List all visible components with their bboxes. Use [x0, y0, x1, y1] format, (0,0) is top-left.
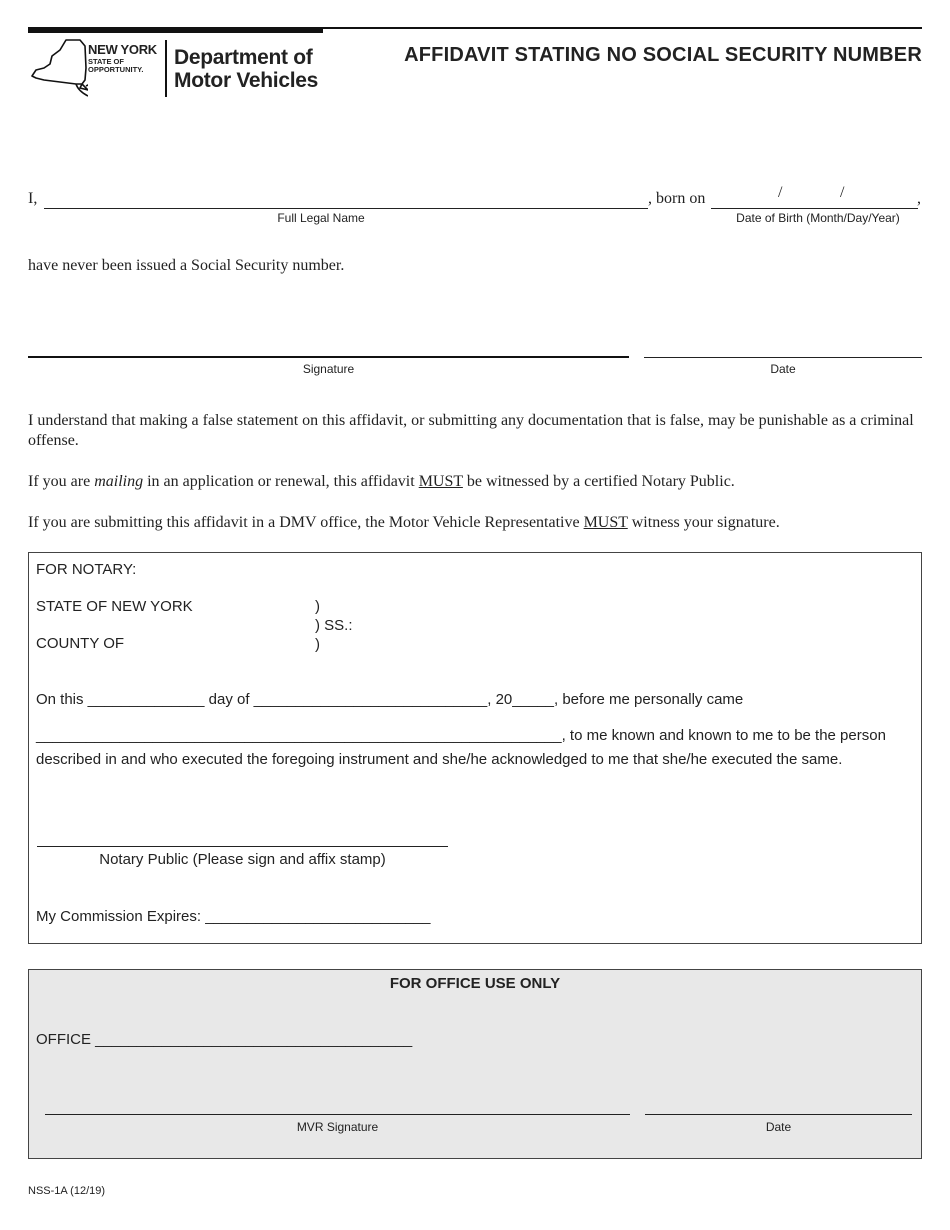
venue-ss: ) SS.:: [315, 617, 353, 634]
dept-name: [174, 46, 318, 92]
office-use-section: [28, 969, 922, 1159]
office-use-heading: FOR OFFICE USE ONLY: [389, 975, 561, 992]
dob-slash-1: /: [778, 184, 783, 201]
header-rule-thick: [28, 27, 323, 33]
office-field[interactable]: OFFICE ______________________________________: [36, 1031, 413, 1048]
notary-signature-field[interactable]: [37, 846, 448, 847]
notary-person-line[interactable]: _______________________________________________________________, to me known and known to me to be the person: [36, 727, 886, 744]
dob-slash-2: /: [840, 184, 845, 201]
new-york-state-outline-icon: [30, 38, 88, 100]
dob-label: Date of Birth (Month/Day/Year): [736, 211, 900, 225]
office-notice: If you are submitting this affidavit in a DMV office, the Motor Vehicle Representative MUST witness your signature.: [28, 514, 780, 531]
full-name-label: Full Legal Name: [277, 211, 365, 225]
date-field[interactable]: [644, 357, 922, 358]
office-date-field[interactable]: [645, 1114, 912, 1115]
dob-comma: ,: [917, 190, 921, 207]
venue-paren-3: ): [315, 636, 320, 653]
page-title: AFFIDAVIT STATING NO SOCIAL SECURITY NUMBER: [404, 44, 922, 66]
notary-heading: FOR NOTARY:: [36, 561, 137, 578]
logo-tagline: STATE OF OPPORTUNITY.: [88, 57, 144, 74]
no-ssn-statement: have never been issued a Social Security number.: [28, 257, 345, 274]
logo-divider: [165, 40, 167, 97]
full-name-field[interactable]: [44, 208, 648, 209]
commission-expires-field[interactable]: My Commission Expires: ___________________________: [36, 908, 431, 925]
logo-state-name: NEW YORK: [88, 42, 157, 57]
venue-paren-1: ): [315, 598, 320, 615]
notary-acknowledgment: described in and who executed the foregoing instrument and she/he acknowledged to me that she/he executed the same.: [36, 751, 843, 768]
mailing-notice: If you are mailing in an application or renewal, this affidavit MUST be witnessed by a certified Notary Public.: [28, 473, 735, 490]
born-on-text: , born on: [648, 190, 706, 207]
form-id: NSS-1A (12/19): [28, 1185, 106, 1197]
affirm-prefix: I,: [28, 190, 38, 207]
office-date-label: Date: [765, 1120, 792, 1134]
date-of-birth-field[interactable]: [711, 208, 918, 209]
dept-name-line1: Department of: [174, 46, 313, 69]
notary-section: [28, 552, 922, 944]
county-of: COUNTY OF: [36, 635, 125, 652]
signature-field[interactable]: [28, 356, 629, 358]
dept-name-line2: Motor Vehicles: [174, 69, 319, 92]
mvr-signature-field[interactable]: [45, 1114, 630, 1115]
date-label: Date: [770, 362, 796, 376]
false-statement-warning: I understand that making a false statement on this affidavit, or submitting any documentation that is false, may be punishable as a criminal offense.: [28, 412, 914, 449]
signature-label: Signature: [302, 362, 355, 376]
state-of-new-york: STATE OF NEW YORK: [36, 598, 193, 615]
notary-date-line[interactable]: On this ______________ day of ____________________________, 20_____, before me personally came: [36, 691, 744, 708]
mvr-signature-label: MVR Signature: [296, 1120, 379, 1134]
notary-signature-label: Notary Public (Please sign and affix stamp): [99, 851, 386, 868]
header-rule-thin: [323, 27, 922, 29]
